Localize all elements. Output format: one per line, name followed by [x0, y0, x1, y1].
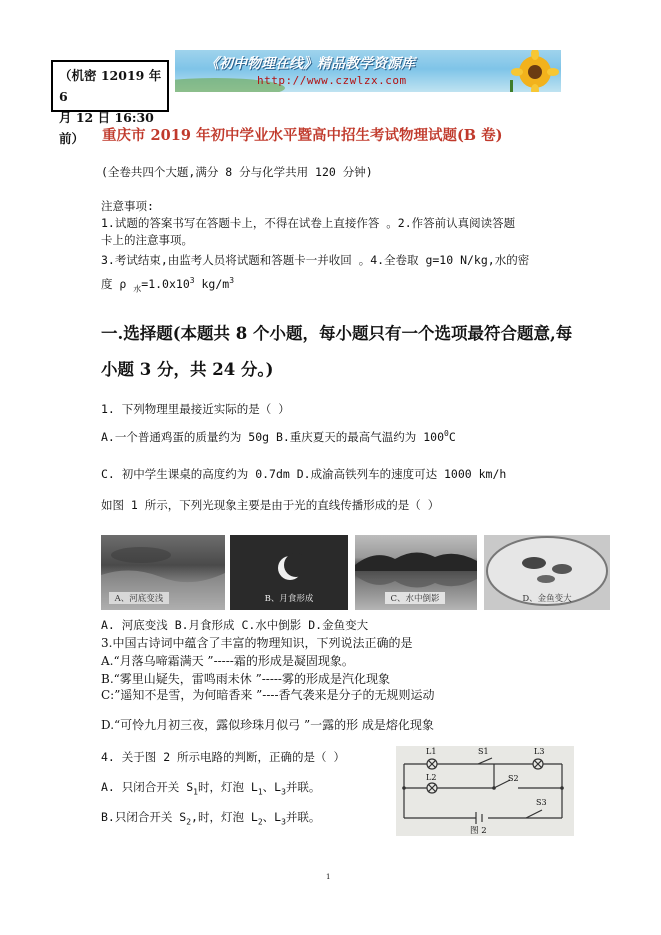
q1-options-cd: C. 初中学生课桌的高度约为 0.7dm D.成渝高铁列车的速度可达 1000 km/h: [101, 467, 507, 481]
figure1-caption-c: C、水中倒影: [385, 592, 445, 604]
q2-options: A. 河底变浅 B.月食形成 C.水中倒影 D.金鱼变大: [101, 618, 369, 632]
confidential-line1: （机密 12019 年 6: [59, 68, 162, 104]
label-S1: S1: [478, 747, 489, 756]
q4-b-mid: ,时，灯泡 L: [191, 810, 258, 824]
figure1-caption-d: D、金鱼变大: [522, 594, 572, 604]
section-heading-line2: 小题 3 分，共 24 分。): [101, 360, 274, 379]
q1-options-ab: [101, 429, 456, 445]
figure1-photo-a: [101, 535, 225, 610]
q4-b-mid2: 、L: [262, 810, 282, 824]
q4-b-end: 并联。: [285, 810, 321, 824]
q2-stem: 如图 1 所示，下列光现象主要是由于光的直线传播形成的是（ ）: [101, 498, 440, 512]
q4-b-sub2: 2: [257, 817, 263, 827]
figure1-caption-a: A、河底变浅: [109, 592, 169, 604]
confidential-line2: 月 12 日 16:30 前）: [59, 110, 154, 146]
figure1-photo-c: [355, 535, 477, 610]
q4-a-sub1: 1: [193, 787, 198, 797]
header-banner: [175, 50, 561, 92]
q1-degree-sup: 0: [444, 429, 449, 439]
q3-option-a: A.“月落乌啼霜满天 ”-----霜的形成是凝固现象。: [101, 654, 354, 668]
density-symbol: 度 ρ: [101, 277, 134, 291]
q4-a-mid: 时，灯泡 L: [197, 780, 258, 794]
notice-line4: [101, 276, 234, 294]
section-heading-line1: 一.选择题(本题共 8 个小题，每小题只有一个选项最符合题意,每: [101, 324, 573, 343]
q4-option-b: [101, 809, 320, 826]
q4-a-sub3: 3: [281, 787, 286, 797]
confidential-box: [51, 60, 169, 146]
circuit-diagram-icon: [396, 746, 574, 836]
figure1-photo-d: [484, 535, 610, 610]
q4-b-sub3: 3: [281, 817, 286, 827]
label-S2: S2: [508, 774, 519, 783]
q3-option-c: C:”遥知不是雪，为何暗香来 ”----香气袭来是分子的无规则运动: [101, 688, 435, 702]
label-S3: S3: [536, 798, 547, 807]
q4-b-sub1: 2: [186, 817, 192, 827]
label-L2: L2: [426, 773, 437, 782]
density-unit-exponent: 3: [229, 276, 235, 286]
q4-a-sub2: 1: [257, 787, 263, 797]
notice-line2: 卡上的注意事项。: [101, 233, 193, 247]
q4-a-text: A. 只闭合开关 S: [101, 780, 194, 794]
q3-option-b: B.“雾里山疑失，雷鸣雨未休 ”-----雾的形成是汽化现象: [101, 672, 390, 686]
banner-title: 《初中物理在线》精品教学资源库: [205, 56, 415, 72]
density-value: =1.0x10: [141, 277, 190, 291]
q4-a-end: 并联。: [285, 780, 321, 794]
q1-celsius: C: [448, 430, 456, 444]
notice-heading: 注意事项:: [101, 199, 154, 213]
figure2-caption: 图 2: [470, 826, 487, 836]
q3-option-d: D.“可怜九月初三夜，露似珍珠月似弓 ”一露的形 成是熔化现象: [101, 718, 434, 732]
notice-line1: 1.试题的答案书写在答题卡上，不得在试卷上直接作答 。2.作答前认真阅读答题: [101, 216, 516, 230]
exam-intro: (全卷共四个大题,满分 8 分与化学共用 120 分钟): [101, 165, 373, 179]
density-sub: 水: [133, 284, 142, 294]
figure2-circuit: [396, 746, 574, 836]
q4-b-text: B.只闭合开关 S: [101, 810, 187, 824]
figure1-caption-b: B、月食形成: [264, 594, 314, 604]
q4-stem: 4. 关于图 2 所示电路的判断，正确的是（ ）: [101, 750, 345, 764]
label-L3: L3: [534, 747, 545, 756]
label-L1: L1: [426, 747, 437, 756]
banner-url: http://www.czwlzx.com: [257, 74, 407, 87]
q4-a-mid2: 、L: [262, 780, 282, 794]
density-unit: kg/m: [194, 277, 230, 291]
page-title: 重庆市 2019 年初中学业水平暨高中招生考试物理试题(B 卷): [102, 127, 503, 144]
q3-stem: 3.中国古诗词中蕴含了丰富的物理知识，下列说法正确的是: [101, 636, 413, 650]
page-number: 1: [326, 873, 331, 881]
figure1-photo-b: [230, 535, 348, 610]
q1-option-ab-text: A.一个普通鸡蛋的质量约为 50g B.重庆夏天的最高气温约为 100: [101, 430, 445, 444]
q4-option-a: [101, 779, 320, 796]
notice-line3: 3.考试结束,由监考人员将试题和答题卡一并收回 。4.全卷取 g=10 N/kg,水的密: [101, 253, 530, 267]
density-exponent: 3: [189, 276, 195, 286]
q1-stem: 1. 下列物理里最接近实际的是（ ）: [101, 402, 290, 416]
